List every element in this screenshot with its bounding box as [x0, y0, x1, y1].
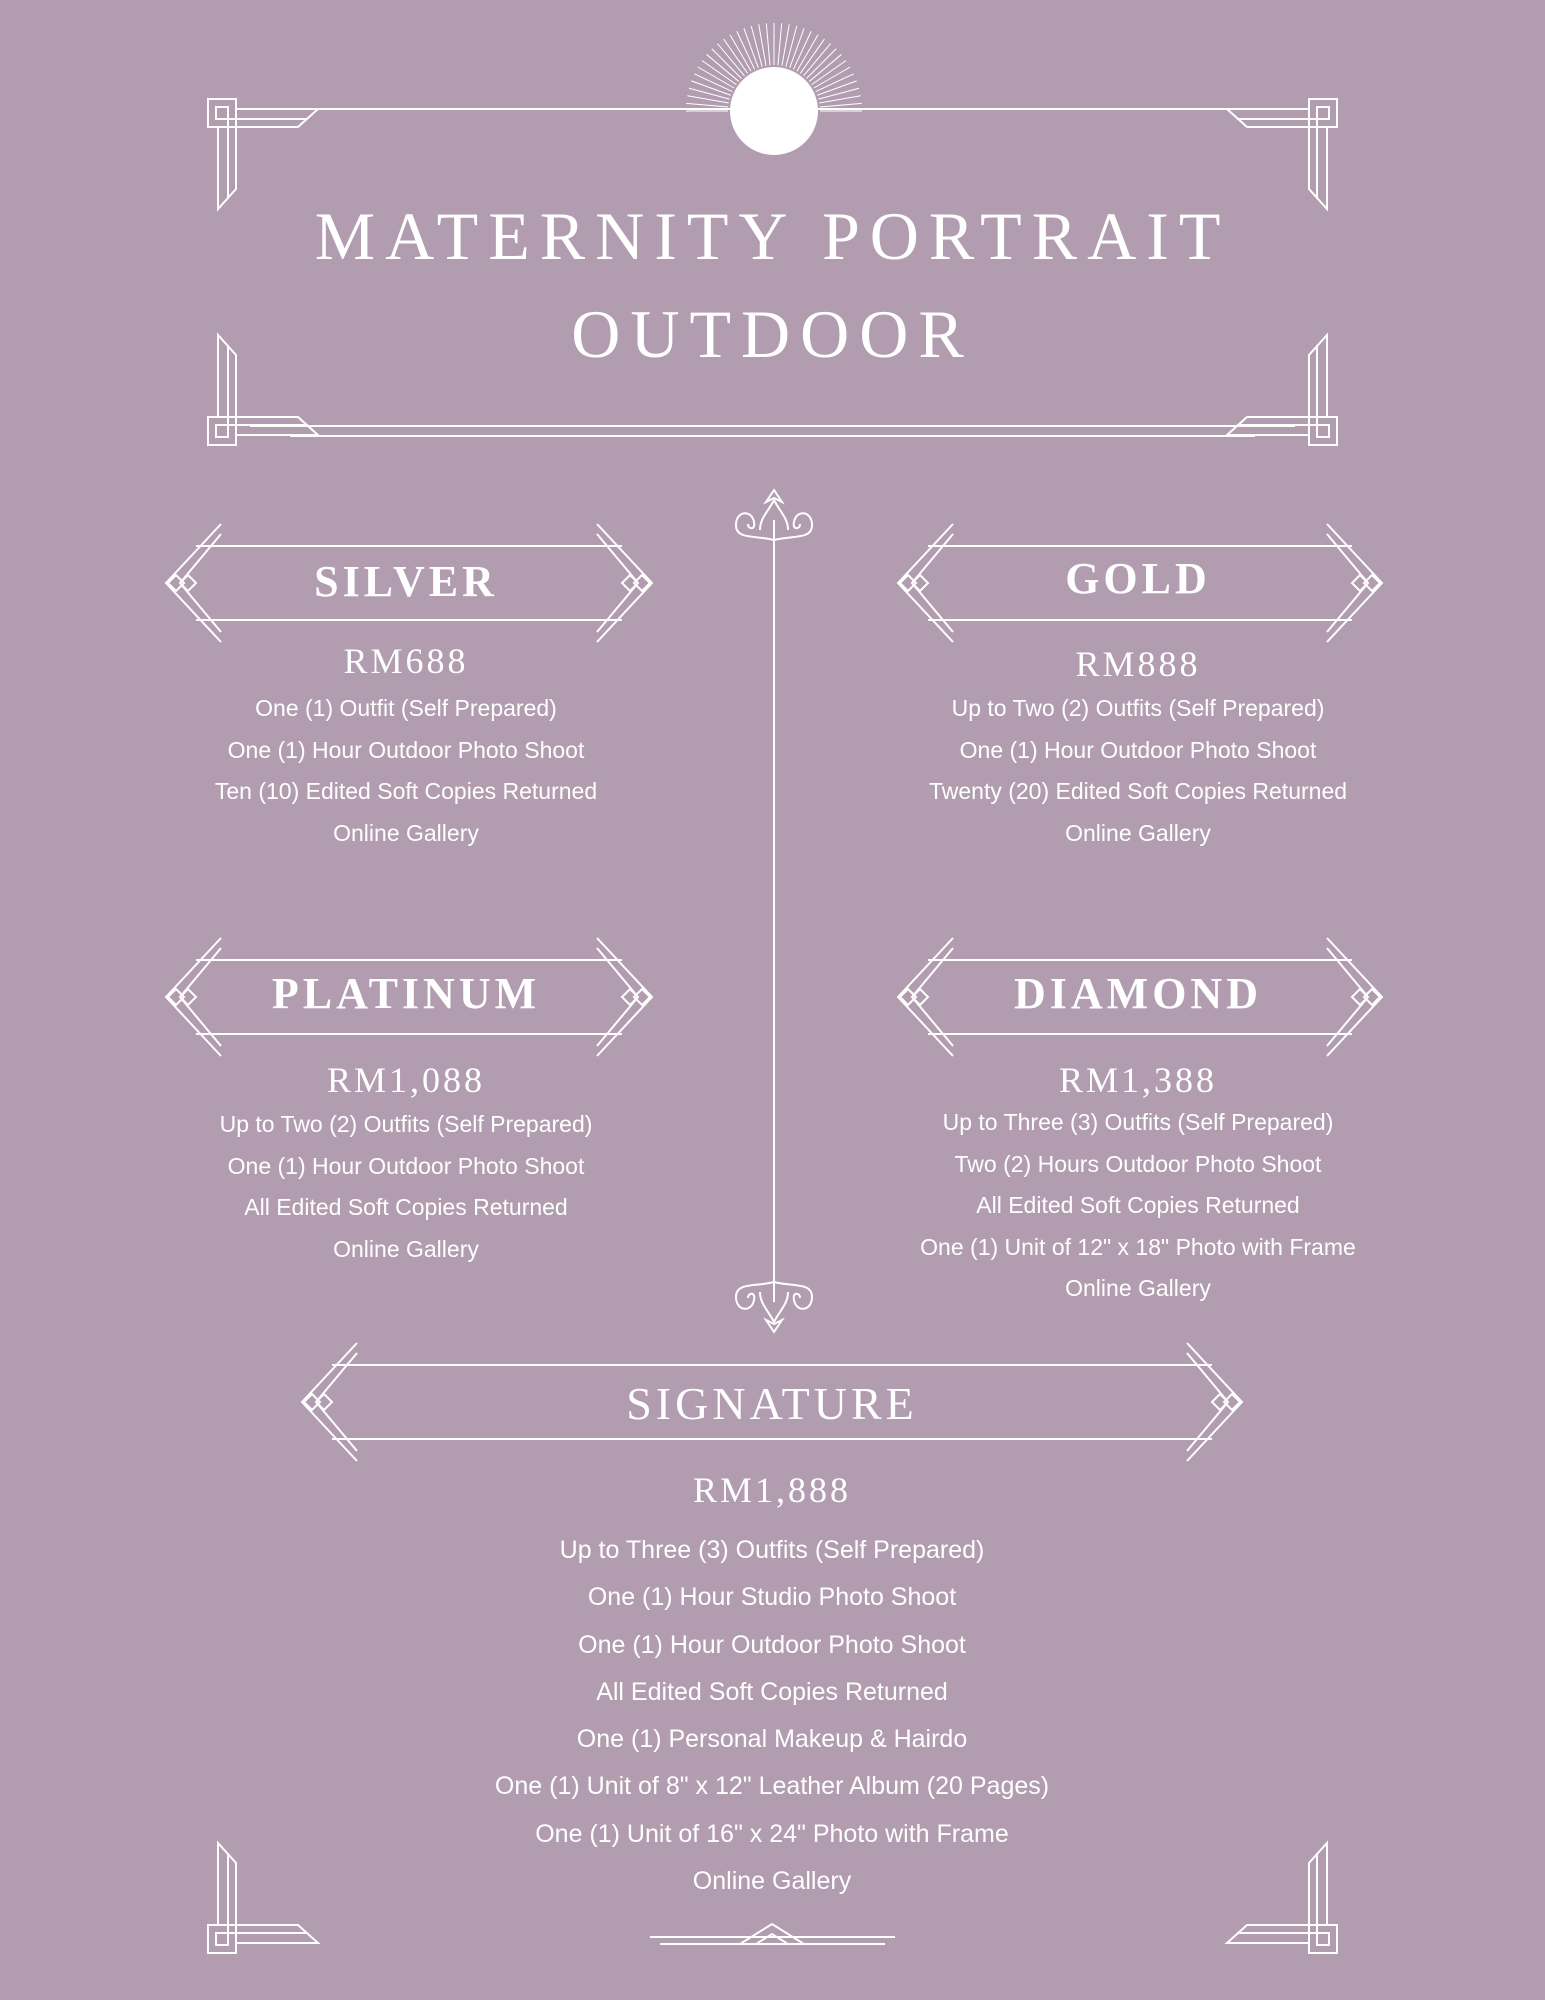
package-signature: [372, 0, 1172, 2000]
feature-item: Online Gallery: [1065, 1275, 1211, 1301]
feature-item: One (1) Personal Makeup & Hairdo: [576, 1725, 968, 1754]
feature-item: Up to Two (2) Outfits (Self Prepared): [219, 1111, 593, 1137]
package-price: RM888: [1075, 644, 1201, 684]
feature-item: Online Gallery: [333, 819, 479, 846]
package-price: RM688: [343, 641, 469, 681]
feature-item: Up to Two (2) Outfits (Self Prepared): [951, 695, 1325, 721]
feature-item: All Edited Soft Copies Returned: [244, 1194, 568, 1220]
feature-item: One (1) Unit of 16" x 24" Photo with Frame: [535, 1819, 1009, 1848]
feature-item: Up to Three (3) Outfits (Self Prepared): [942, 1109, 1334, 1135]
feature-item: Ten (10) Edited Soft Copies Returned: [214, 778, 598, 804]
feature-item: Online Gallery: [692, 1867, 852, 1896]
package-price: RM1,888: [692, 1470, 852, 1510]
page-title-line-1: MATERNITY PORTRAIT: [314, 198, 1231, 274]
feature-item: One (1) Hour Outdoor Photo Shoot: [578, 1630, 966, 1659]
package-name: DIAMOND: [1014, 969, 1262, 1018]
package-price: RM1,388: [1058, 1060, 1218, 1100]
package-price: RM1,088: [326, 1060, 486, 1100]
package-name: SIGNATURE: [626, 1378, 918, 1429]
feature-list: [372, 1527, 1172, 1905]
feature-item: Online Gallery: [1065, 819, 1211, 846]
package-name: GOLD: [1065, 554, 1211, 603]
feature-item: Up to Three (3) Outfits (Self Prepared): [559, 1536, 985, 1564]
feature-item: One (1) Hour Outdoor Photo Shoot: [959, 736, 1317, 763]
feature-item: One (1) Hour Studio Photo Shoot: [587, 1583, 957, 1612]
feature-item: All Edited Soft Copies Returned: [976, 1192, 1300, 1218]
feature-item: One (1) Unit of 12" x 18" Photo with Frame: [920, 1233, 1356, 1260]
feature-item: One (1) Hour Outdoor Photo Shoot: [227, 736, 585, 763]
package-name: PLATINUM: [271, 969, 541, 1018]
feature-item: One (1) Hour Outdoor Photo Shoot: [227, 1152, 585, 1179]
feature-item: Twenty (20) Edited Soft Copies Returned: [928, 778, 1348, 804]
page-title-line-2: OUTDOOR: [571, 296, 974, 372]
feature-item: All Edited Soft Copies Returned: [596, 1677, 948, 1706]
feature-item: Two (2) Hours Outdoor Photo Shoot: [954, 1150, 1322, 1177]
package-name: SILVER: [314, 557, 498, 606]
feature-item: One (1) Unit of 8" x 12" Leather Album (20 Pages): [494, 1772, 1050, 1801]
feature-item: Online Gallery: [333, 1235, 479, 1262]
feature-item: One (1) Outfit (Self Prepared): [255, 695, 557, 721]
